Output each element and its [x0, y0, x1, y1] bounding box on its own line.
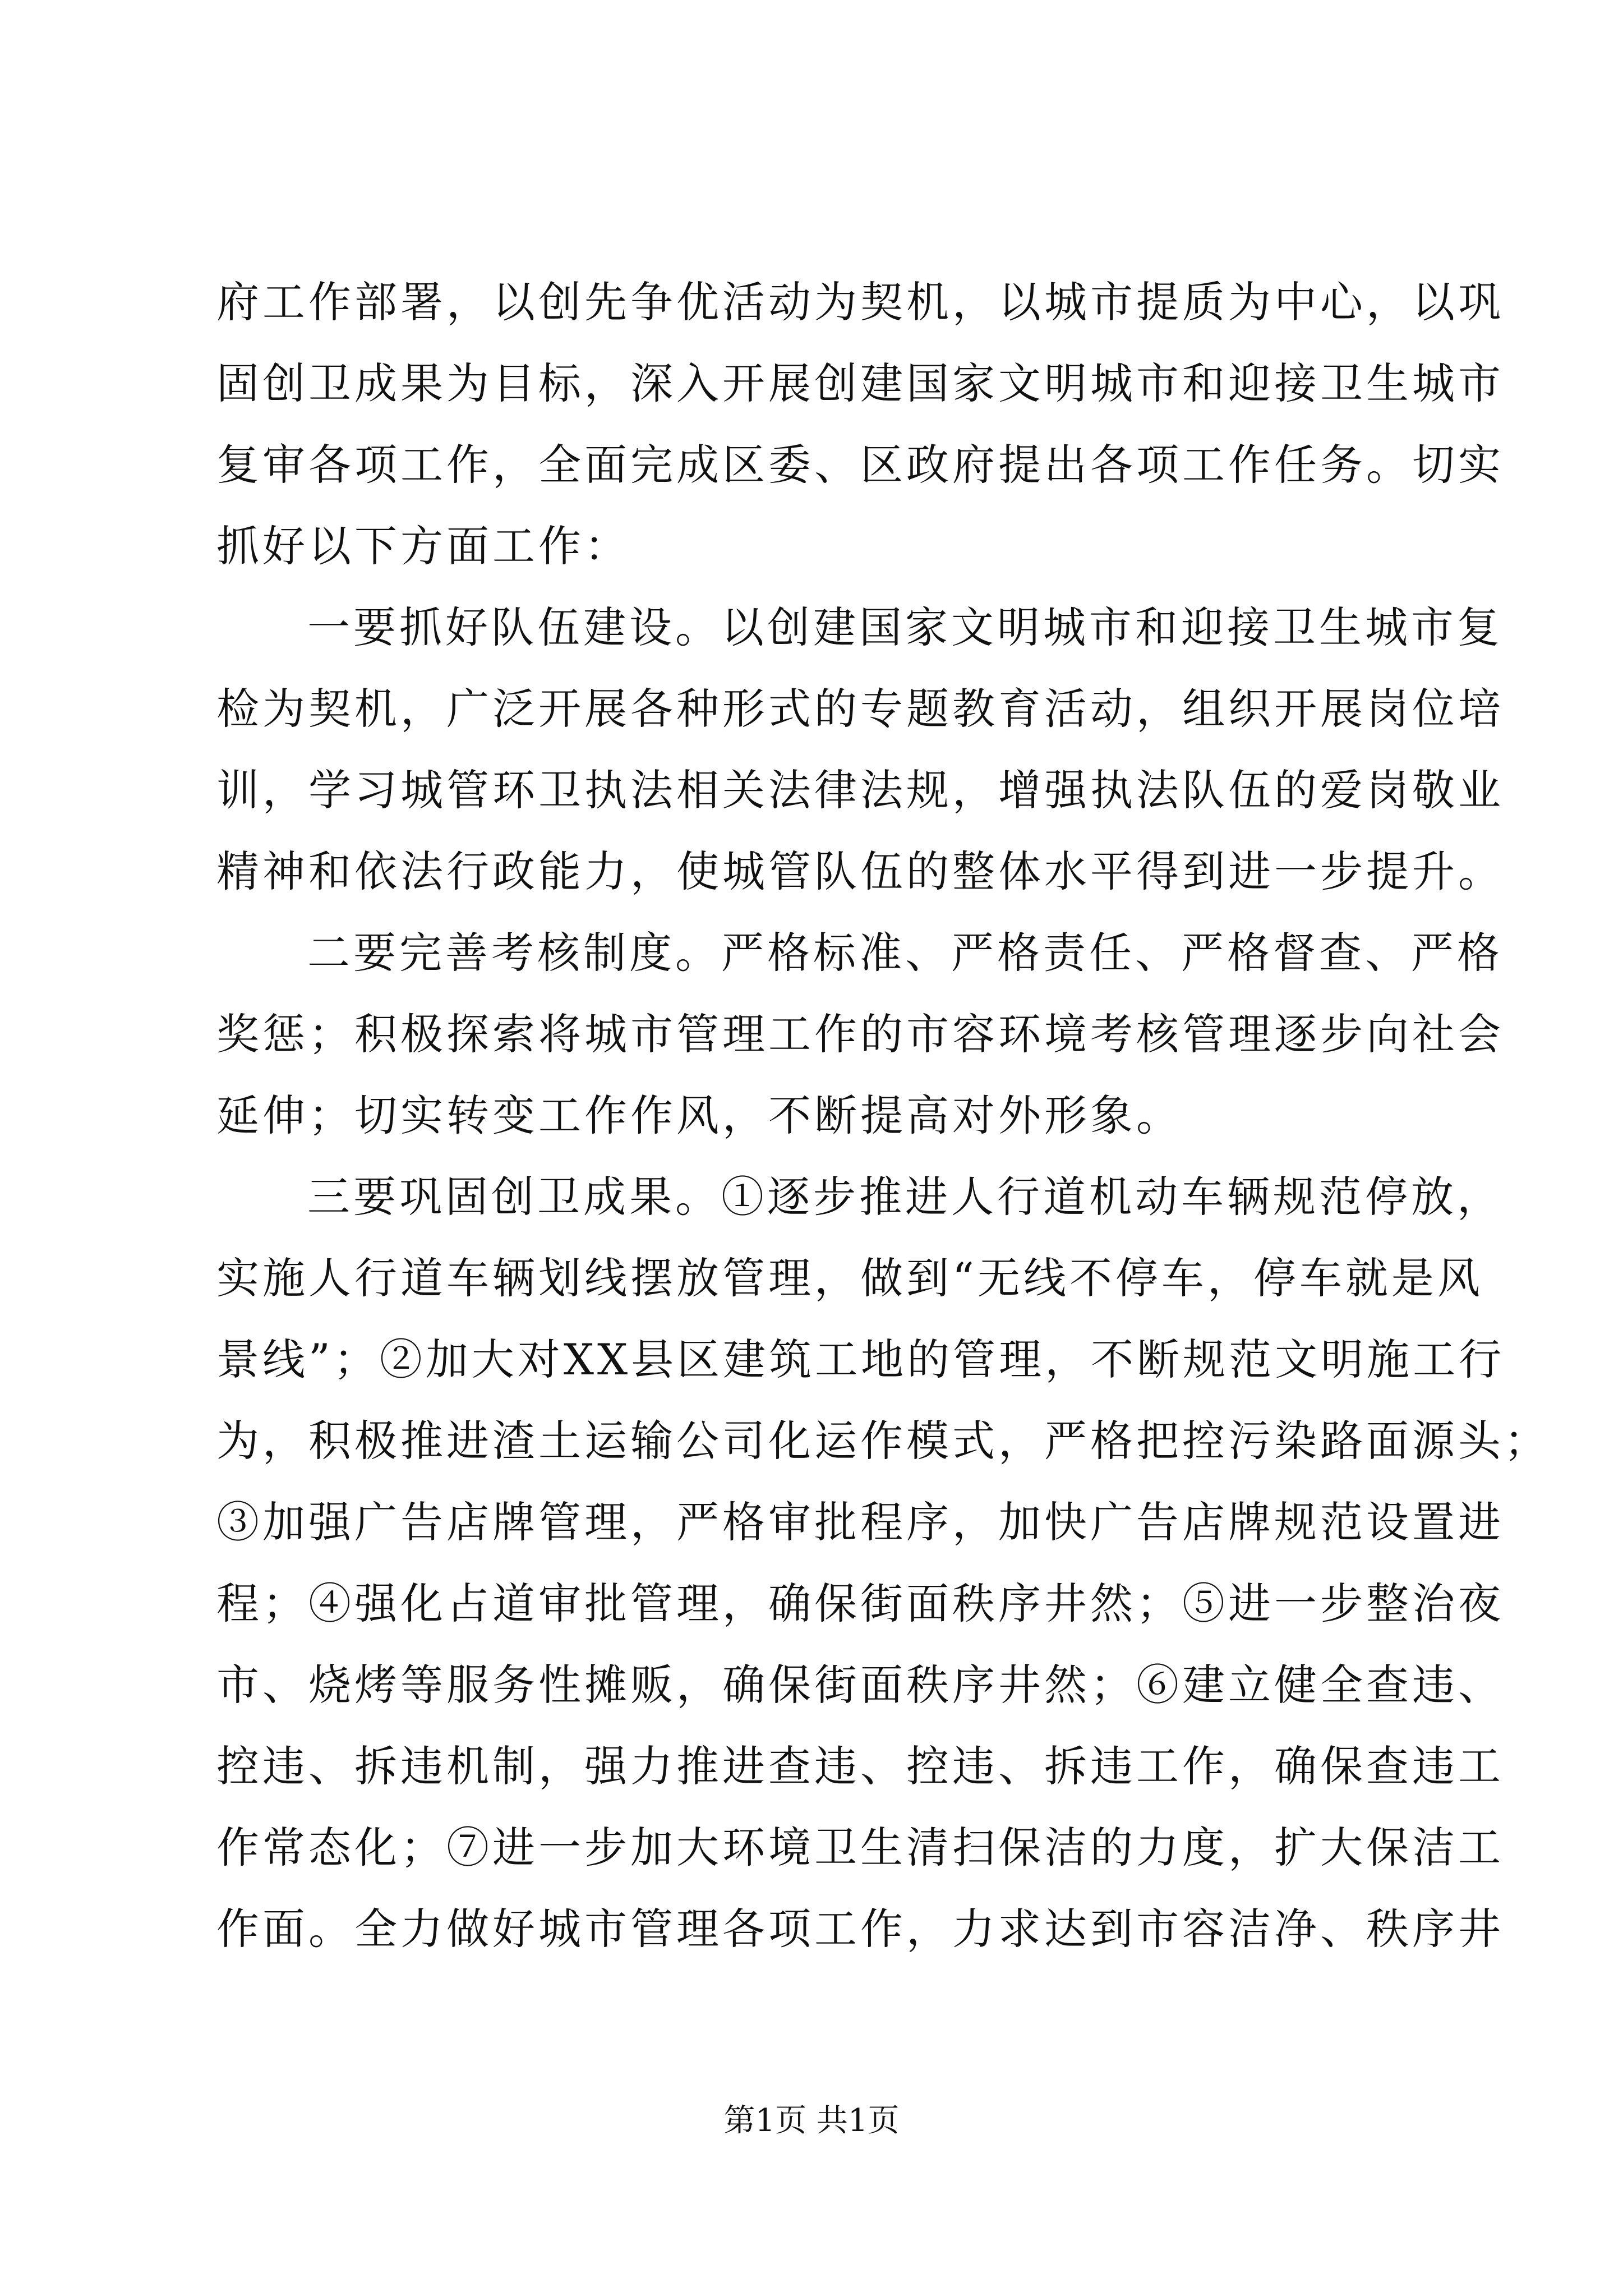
text-line: 景线”；②加大对XX县区建筑工地的管理，不断规范文明施工行 — [216, 1335, 1505, 1384]
text-line: 程；④强化占道审批管理，确保街面秩序井然；⑤进一步整治夜 — [216, 1579, 1504, 1628]
text-line: 作常态化；⑦进一步加大环境卫生清扫保洁的力度，扩大保洁工 — [216, 1823, 1504, 1872]
text-line: ③加强广告店牌管理，严格审批程序，加快广告店牌规范设置进 — [216, 1497, 1504, 1547]
text-line: 复审各项工作，全面完成区委、区政府提出各项工作任务。切实 — [216, 440, 1504, 490]
text-line: 府工作部署，以创先争优活动为契机，以城市提质为中心，以巩 — [216, 277, 1504, 327]
page-footer: 第1页 共1页 — [723, 2102, 900, 2139]
text-line: 训，学习城管环卫执法相关法律法规，增强执法队伍的爱岗敬业 — [216, 765, 1504, 815]
text-line: 抓好以下方面工作： — [216, 521, 630, 571]
paragraph-first-line: 二要完善考核制度。严格标准、严格责任、严格督查、严格 — [307, 928, 1503, 978]
text-line: 为，积极推进渣土运输公司化运作模式，严格把控污染路面源头； — [216, 1416, 1550, 1466]
text-line: 精神和依法行政能力，使城管队伍的整体水平得到进一步提升。 — [216, 846, 1504, 896]
text-line: 市、烧烤等服务性摊贩，确保街面秩序井然；⑥建立健全查违、 — [216, 1660, 1504, 1710]
text-line: 奖惩；积极探索将城市管理工作的市容环境考核管理逐步向社会 — [216, 1009, 1504, 1059]
text-line: 作面。全力做好城市管理各项工作，力求达到市容洁净、秩序井 — [216, 1904, 1504, 1954]
text-line: 固创卫成果为目标，深入开展创建国家文明城市和迎接卫生城市 — [216, 358, 1504, 408]
text-line: 控违、拆违机制，强力推进查违、控违、拆违工作，确保查违工 — [216, 1741, 1504, 1791]
body-text — [216, 261, 1550, 1970]
text-line: 实施人行道车辆划线摆放管理，做到“无线不停车，停车就是风 — [216, 1253, 1483, 1303]
text-line: 检为契机，广泛开展各种形式的专题教育活动，组织开展岗位培 — [216, 684, 1504, 734]
text-line: 延伸；切实转变工作作风，不断提高对外形象。 — [216, 1091, 1182, 1140]
paragraph-first-line: 三要巩固创卫成果。①逐步推进人行道机动车辆规范停放， — [307, 1172, 1503, 1222]
paragraph-first-line: 一要抓好队伍建设。以创建国家文明城市和迎接卫生城市复 — [307, 602, 1503, 652]
